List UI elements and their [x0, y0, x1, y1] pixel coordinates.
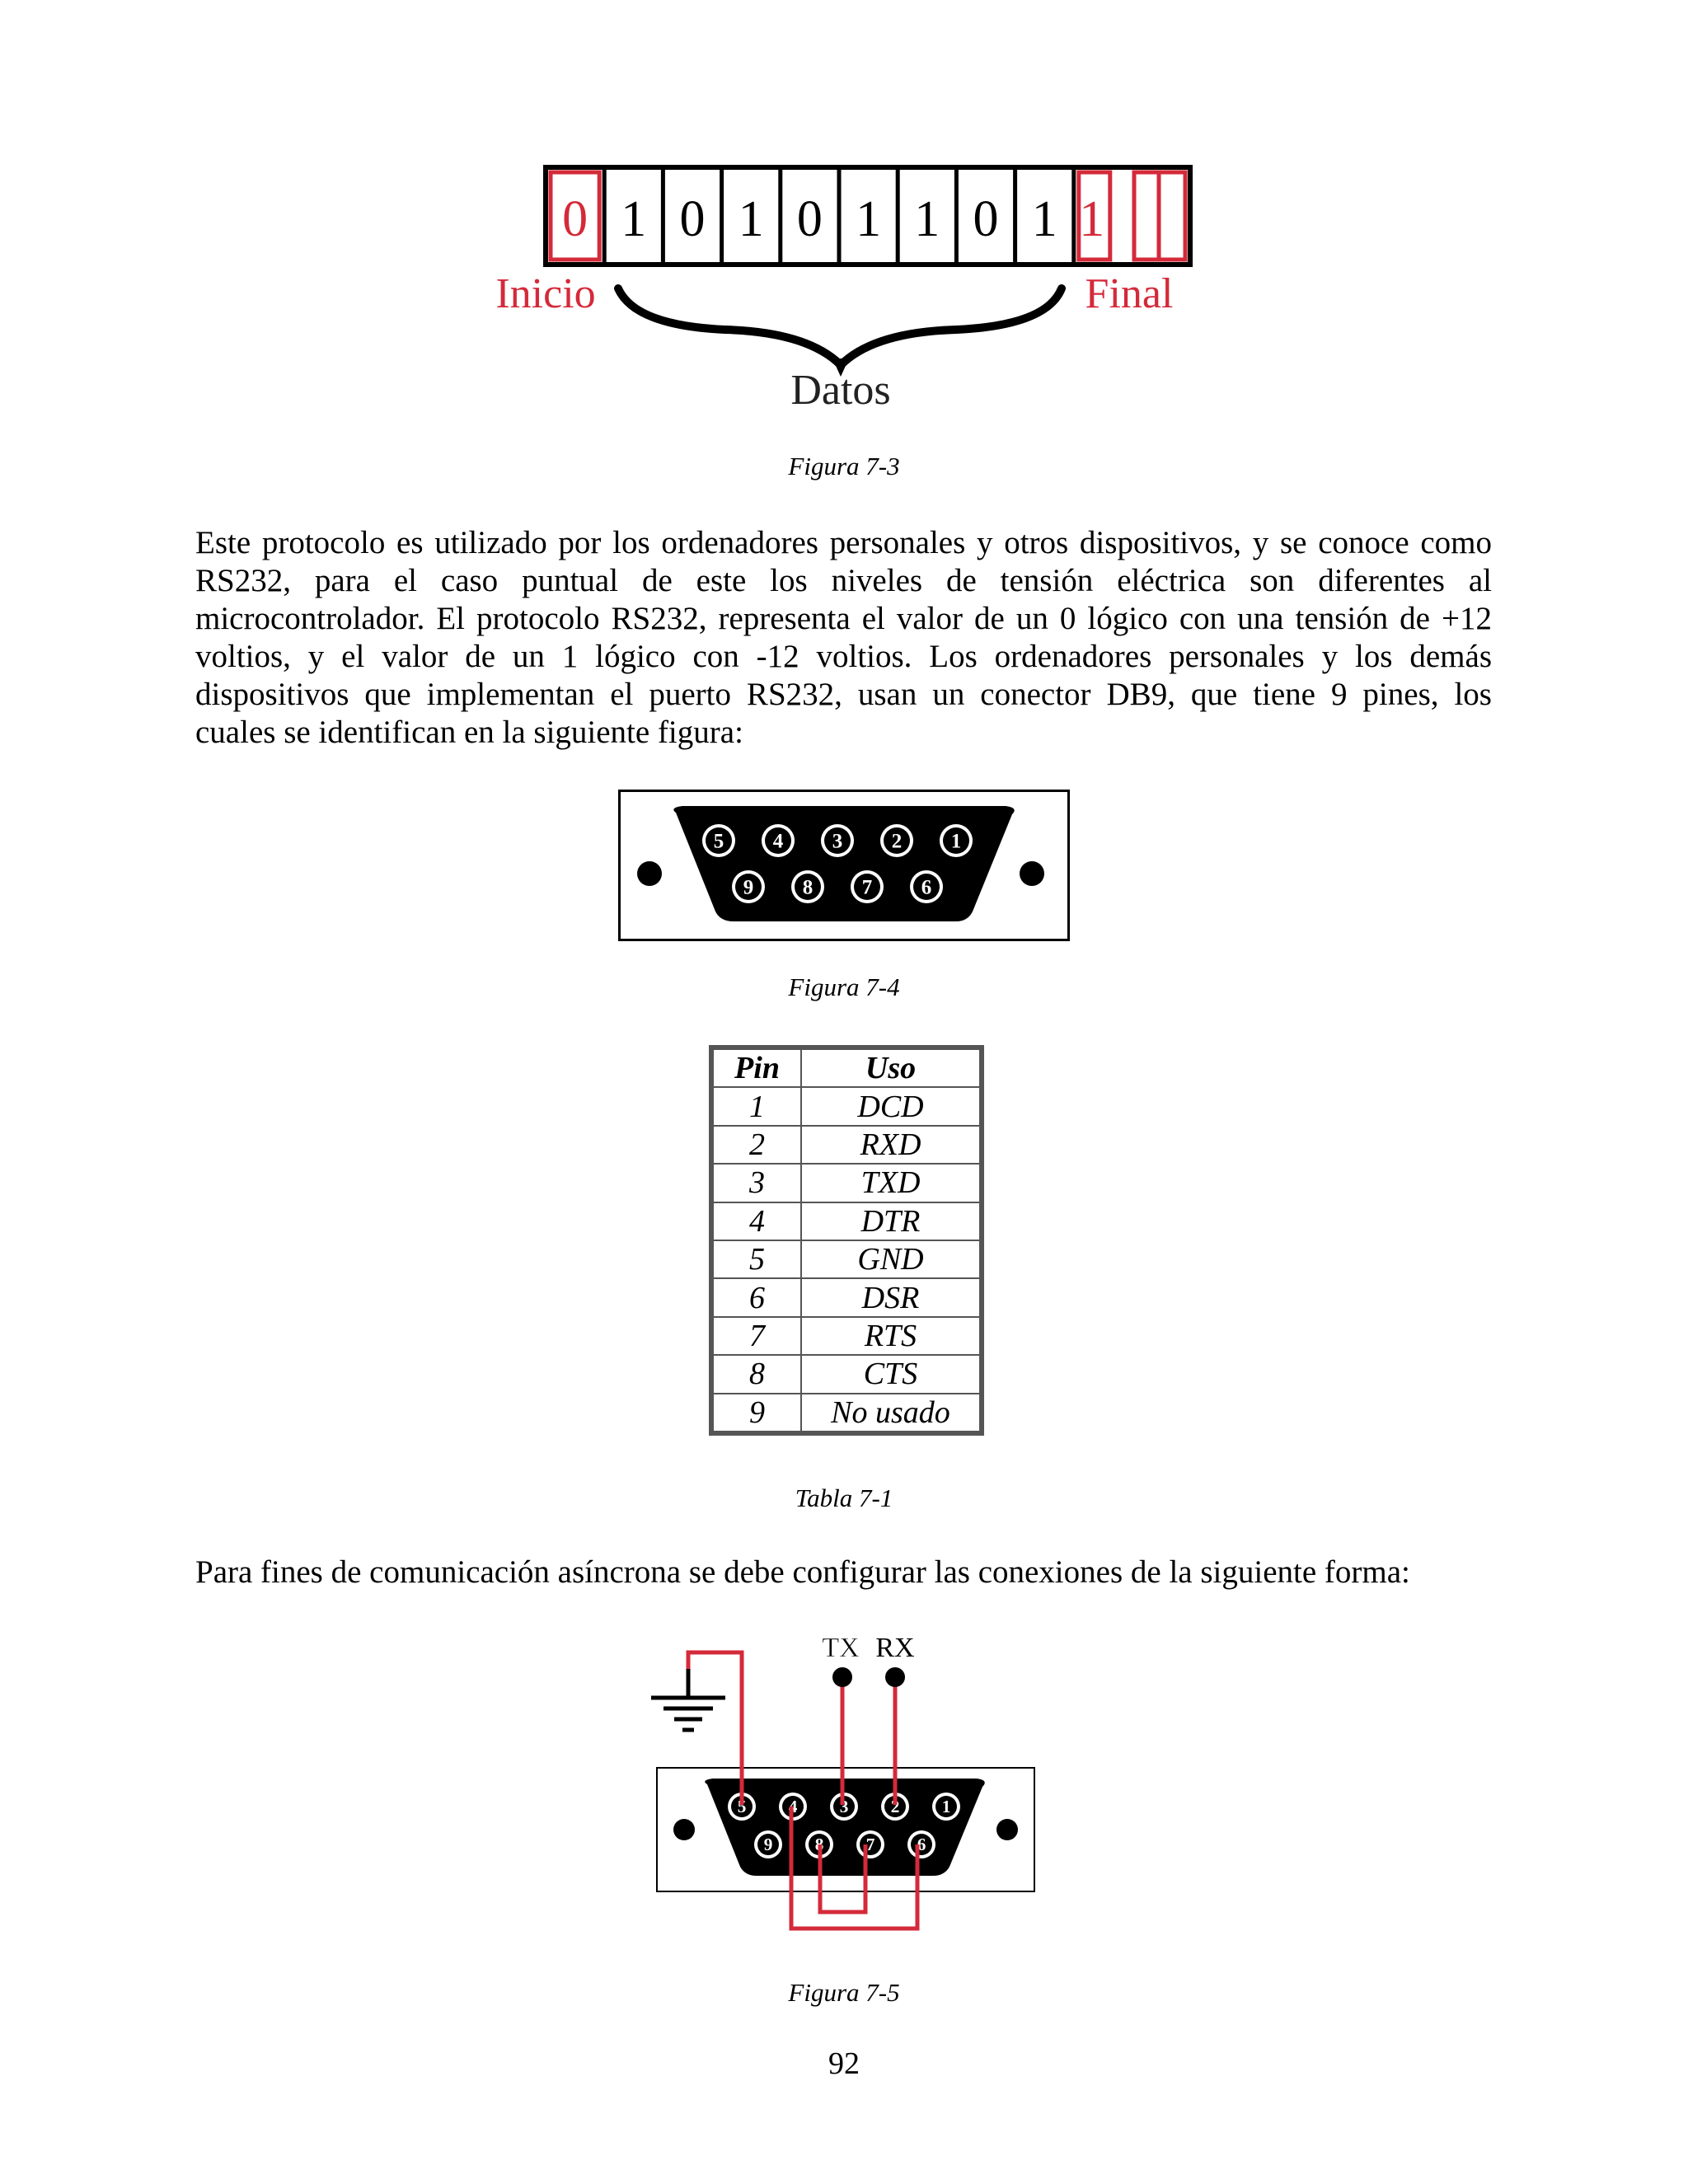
figure-7-4-caption: Figura 7-4 [788, 972, 900, 1001]
table-row [713, 1126, 980, 1164]
uso-cell: No usado [801, 1394, 980, 1432]
pin-number: 9 [743, 876, 754, 899]
table-row [713, 1087, 980, 1125]
data-bit: 1 [1031, 191, 1057, 247]
mount-hole-left [637, 861, 662, 886]
data-bit: 0 [679, 191, 706, 247]
db9-wiring-figure [643, 1632, 1039, 1945]
paragraph-async: Para fines de comunicación asíncrona se debe configurar las conexiones de la siguiente forma: [195, 1554, 1410, 1590]
pin-number: 3 [832, 830, 843, 853]
paragraph-line: Este protocolo es utilizado por los ordenadores personales y otros dispositivos, y se conoce como [195, 525, 1492, 560]
connector-shell [673, 806, 1014, 921]
uso-cell: CTS [801, 1355, 980, 1393]
pin-cell: 2 [713, 1126, 801, 1164]
pin-number: 7 [865, 1835, 875, 1855]
label-rx: RX [875, 1633, 915, 1663]
label-datos: Datos [790, 367, 891, 414]
data-bit: 1 [621, 191, 647, 247]
pin-cell: 9 [713, 1394, 801, 1432]
label-final: Final [1085, 270, 1174, 317]
table-row [713, 1317, 980, 1355]
pin-number: 8 [814, 1835, 824, 1855]
data-brace [618, 288, 1062, 365]
uso-cell: GND [801, 1240, 980, 1278]
mount-hole-right [996, 1819, 1018, 1840]
table-row [713, 1202, 980, 1240]
pin-number: 4 [788, 1797, 798, 1817]
pin-number: 2 [890, 1797, 900, 1817]
page-number: 92 [828, 2046, 860, 2081]
stop-cell-extra-2 [1159, 172, 1185, 260]
pin-number: 1 [941, 1797, 951, 1817]
table-row [713, 1278, 980, 1316]
table-7-1-caption: Tabla 7-1 [795, 1483, 893, 1512]
pin-cell: 6 [713, 1278, 801, 1316]
data-bit: 0 [796, 191, 823, 247]
pin-number: 9 [763, 1835, 773, 1855]
data-bit: 1 [914, 191, 940, 247]
paragraph-line: microcontrolador. El protocolo RS232, representa el valor de un 0 lógico con una tensión de +12 [195, 601, 1492, 636]
pin-number: 8 [802, 876, 814, 899]
uso-cell: DCD [801, 1087, 980, 1125]
stop-bit: 1 [1079, 191, 1105, 247]
pin-number: 2 [891, 830, 903, 853]
uso-cell: DSR [801, 1278, 980, 1316]
data-bit: 1 [738, 191, 764, 247]
pin-cell: 8 [713, 1355, 801, 1393]
label-inicio: Inicio [495, 270, 596, 317]
data-bit: 0 [973, 191, 999, 247]
figure-7-5-caption: Figura 7-5 [788, 1978, 900, 2007]
paragraph-line: RS232, para el caso puntual de este los niveles de tensión eléctrica son diferentes al [195, 563, 1492, 598]
stop-cell-extra-1 [1134, 172, 1159, 260]
mount-hole-left [673, 1819, 695, 1840]
pin-cell: 7 [713, 1317, 801, 1355]
rx-terminal [885, 1667, 905, 1687]
figure-7-3-caption: Figura 7-3 [788, 452, 900, 480]
table-header-uso: Uso [801, 1049, 980, 1087]
pin-number: 4 [772, 830, 784, 853]
pin-number: 1 [950, 830, 962, 853]
table-row [713, 1355, 980, 1393]
paragraph-rs232 [195, 524, 1492, 752]
pin-number: 3 [839, 1797, 849, 1817]
uso-cell: TXD [801, 1164, 980, 1202]
pin-cell: 3 [713, 1164, 801, 1202]
db9-connector-figure [618, 790, 1070, 941]
table-header-pin: Pin [713, 1049, 801, 1087]
mount-hole-right [1020, 861, 1044, 886]
pin-table [709, 1045, 984, 1436]
pin-number: 6 [917, 1835, 926, 1855]
start-bit: 0 [562, 191, 588, 247]
pin-cell: 1 [713, 1087, 801, 1125]
pin-number: 6 [921, 876, 932, 899]
pin-number: 5 [713, 830, 724, 853]
uso-cell: RXD [801, 1126, 980, 1164]
bit-frame-figure [478, 161, 1203, 433]
paragraph-line: cuales se identifican en la siguiente figura: [195, 715, 743, 750]
pin-number: 5 [737, 1797, 747, 1817]
paragraph-line: dispositivos que implementan el puerto RS232, usan un conector DB9, que tiene 9 pines, los [195, 677, 1492, 712]
uso-cell: DTR [801, 1202, 980, 1240]
data-bit: 1 [856, 191, 882, 247]
tx-terminal [832, 1667, 852, 1687]
table-row [713, 1394, 980, 1432]
paragraph-line: voltios, y el valor de un 1 lógico con -12 voltios. Los ordenadores personales y los demás [195, 639, 1492, 674]
pin-cell: 5 [713, 1240, 801, 1278]
table-row [713, 1240, 980, 1278]
pin-cell: 4 [713, 1202, 801, 1240]
table-row [713, 1164, 980, 1202]
uso-cell: RTS [801, 1317, 980, 1355]
pin-number: 7 [861, 876, 873, 899]
ground-icon [651, 1669, 725, 1730]
label-tx: TX [822, 1633, 860, 1663]
